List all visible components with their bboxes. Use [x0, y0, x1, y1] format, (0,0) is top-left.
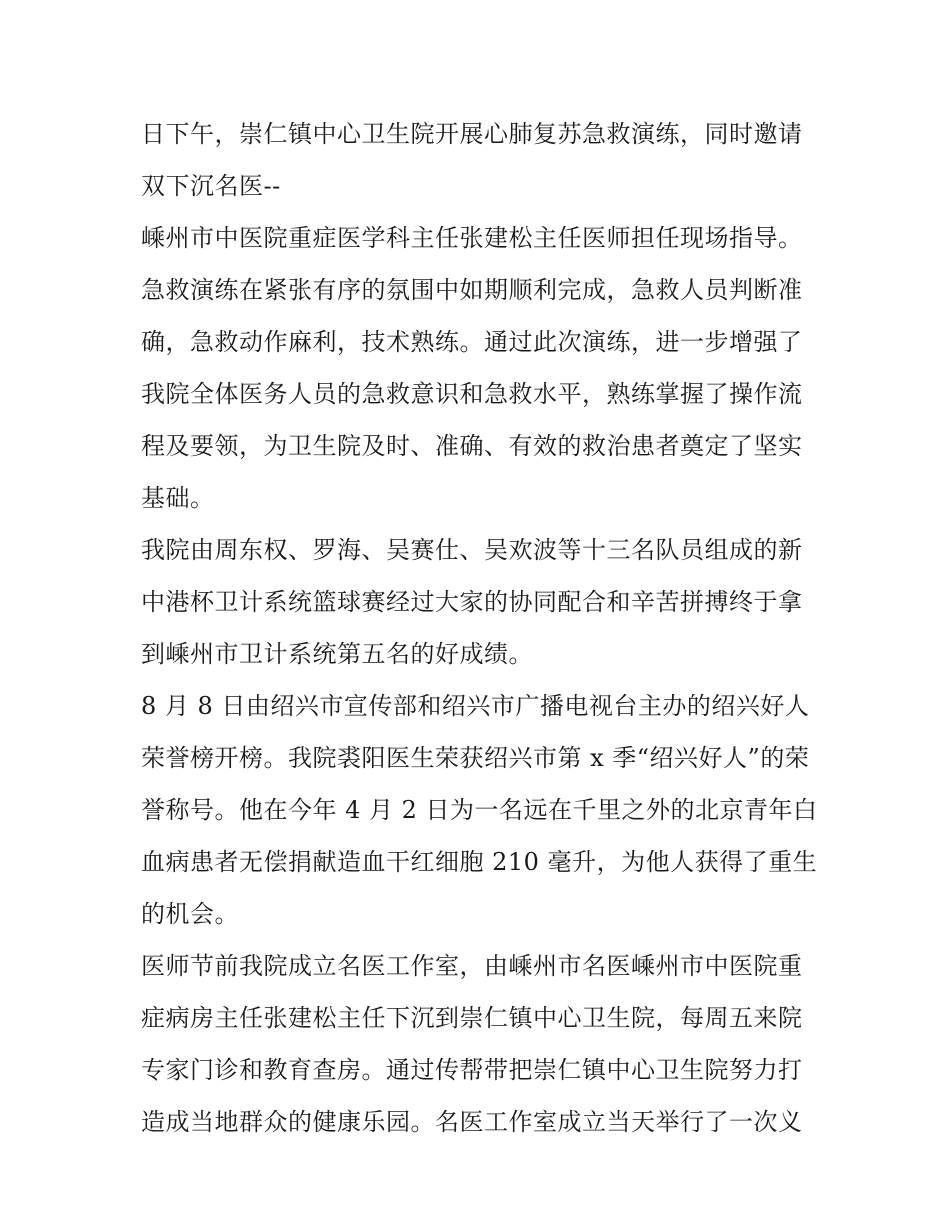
- text-line: 医师节前我院成立名医工作室，由嵊州市名医嵊州市中医院重: [141, 952, 803, 980]
- text-line: 造成当地群众的健康乐园。名医工作室成立当天举行了一次义: [141, 1108, 803, 1136]
- paragraph-expert-studio: [141, 940, 813, 1148]
- text-line: 我院由周东权、罗海、吴赛仕、吴欢波等十三名队员组成的新: [141, 536, 803, 564]
- text-line: 的机会。: [141, 900, 239, 928]
- paragraph-good-person-award: [141, 680, 818, 940]
- paragraph-cpr-drill: [141, 108, 813, 524]
- text-line: 荣誉榜开榜。我院裘阳医生荣获绍兴市第 x 季“绍兴好人”的荣: [141, 744, 810, 772]
- text-line: 症病房主任张建松主任下沉到崇仁镇中心卫生院，每周五来院: [141, 1004, 803, 1032]
- paragraph-basketball: [141, 524, 813, 680]
- document-body: [141, 108, 818, 1148]
- text-line: 到嵊州市卫计系统第五名的好成绩。: [141, 640, 533, 668]
- text-line: 我院全体医务人员的急救意识和急救水平，熟练掌握了操作流: [141, 380, 803, 408]
- text-line: 中港杯卫计系统篮球赛经过大家的协同配合和辛苦拼搏终于拿: [141, 588, 803, 616]
- text-line: 急救演练在紧张有序的氛围中如期顺利完成，急救人员判断准: [141, 276, 803, 304]
- text-line: 日下午，崇仁镇中心卫生院开展心肺复苏急救演练，同时邀请: [141, 120, 803, 148]
- text-line: 程及要领，为卫生院及时、准确、有效的救治患者奠定了坚实: [141, 432, 803, 460]
- text-line: 8 月 8 日由绍兴市宣传部和绍兴市广播电视台主办的绍兴好人: [141, 692, 810, 720]
- text-line: 基础。: [141, 484, 215, 512]
- text-line: 血病患者无偿捐献造血干红细胞 210 毫升，为他人获得了重生: [141, 848, 818, 876]
- text-line: 双下沉名医--: [141, 172, 281, 200]
- text-line: 嵊州市中医院重症医学科主任张建松主任医师担任现场指导。: [141, 224, 803, 252]
- text-line: 专家门诊和教育查房。通过传帮带把崇仁镇中心卫生院努力打: [141, 1056, 803, 1084]
- text-line: 誉称号。他在今年 4 月 2 日为一名远在千里之外的北京青年白: [141, 796, 818, 824]
- text-line: 确，急救动作麻利，技术熟练。通过此次演练，进一步增强了: [141, 328, 803, 356]
